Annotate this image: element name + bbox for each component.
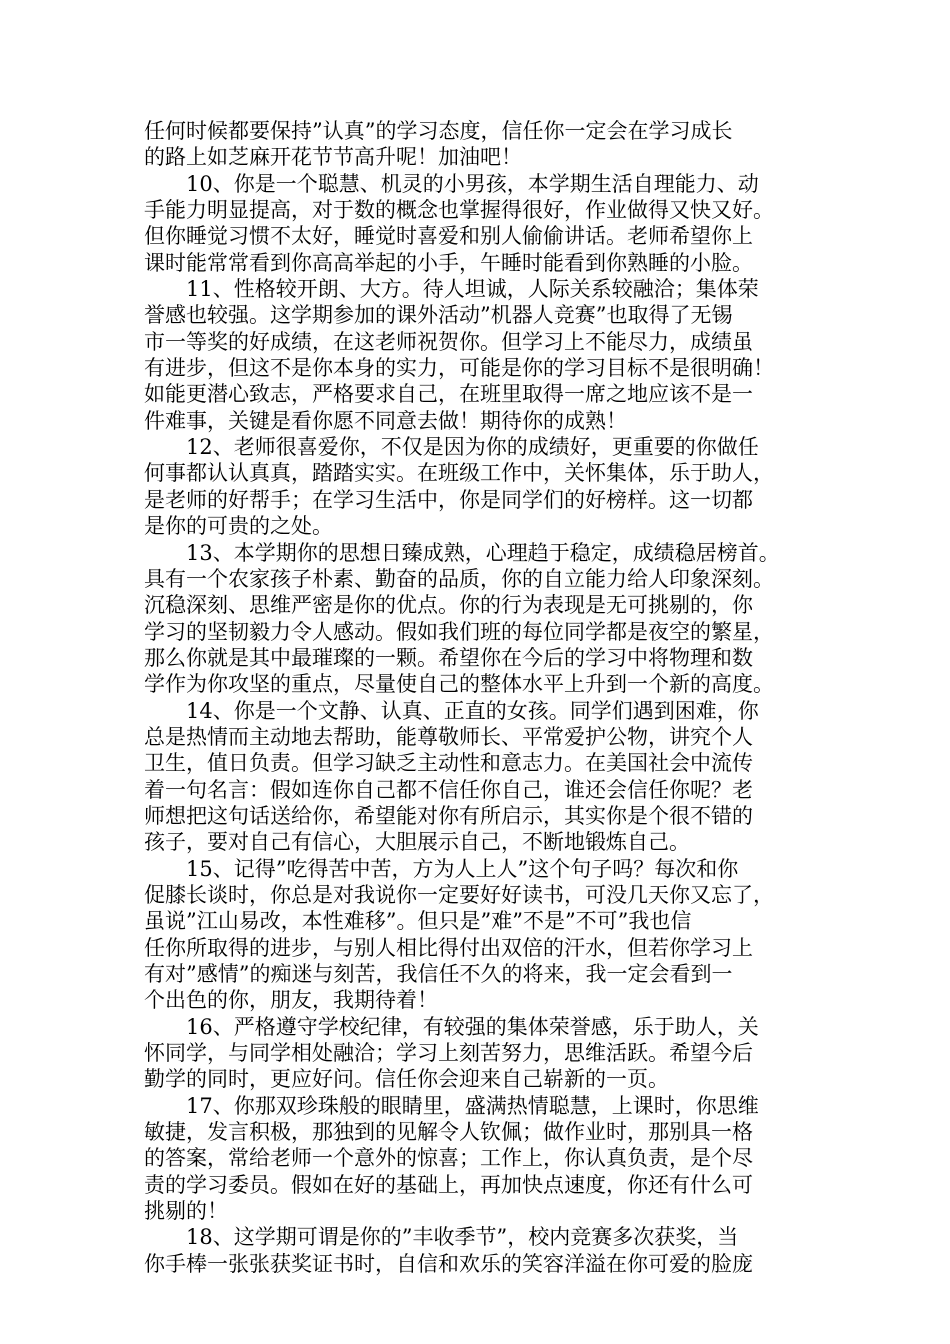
text-line: 11、性格较开朗、大方。待人坦诚，人际关系较融洽；集体荣: [186, 277, 759, 302]
text-line: 有对”感情”的痴迷与刻苦，我信任不久的将来，我一定会看到一: [144, 962, 733, 986]
text-line: 着一句名言：假如连你自己都不信任你自己，谁还会信任你呢？老: [144, 777, 753, 802]
text-line: 挑剔的！: [144, 1199, 228, 1224]
text-line: 13、本学期你的思想日臻成熟，心理趋于稳定，成绩稳居榜首。: [186, 540, 780, 565]
text-line: 师想把这句话送给你，希望能对你有所启示，其实你是个很不错的: [144, 803, 753, 828]
paragraph-comment-17: [144, 1093, 814, 1225]
text-line: 是你的可贵的之处。: [144, 514, 333, 539]
text-line: 14、你是一个文静、认真、正直的女孩。同学们遇到困难，你: [186, 698, 759, 723]
text-line: 17、你那双珍珠般的眼睛里，盛满热情聪慧，上课时，你思维: [186, 1093, 759, 1118]
paragraph-comment-13: [144, 540, 814, 698]
text-line: 的路上如芝麻开花节节高升呢！加油吧！: [144, 145, 522, 170]
text-line: 手能力明显提高，对于数的概念也掌握得很好，作业做得又快又好。: [144, 198, 774, 223]
text-line: 的答案，常给老师一个意外的惊喜；工作上，你认真负责，是个尽: [144, 1146, 753, 1171]
text-line: 有进步，但这不是你本身的实力，可能是你的学习目标不是很明确！: [144, 356, 774, 381]
text-line: 促膝长谈时，你总是对我说你一定要好好读书，可没几天你又忘了，: [144, 882, 774, 907]
paragraph-continuation: [144, 118, 814, 171]
text-line: 学作为你攻坚的重点，尽量使自己的整体水平上升到一个新的高度。: [144, 672, 774, 697]
text-line: 何事都认认真真，踏踏实实。在班级工作中，关怀集体，乐于助人，: [144, 461, 774, 486]
text-line: 10、你是一个聪慧、机灵的小男孩，本学期生活自理能力、动: [186, 171, 759, 196]
text-line: 18、这学期可谓是你的”丰收季节”，校内竞赛多次获奖，当: [186, 1225, 739, 1250]
text-line: 任你所取得的进步，与别人相比得付出双倍的汗水，但若你学习上: [144, 935, 753, 960]
text-line: 具有一个农家孩子朴素、勤奋的品质，你的自立能力给人印象深刻。: [144, 566, 774, 591]
paragraph-comment-12: [144, 434, 814, 539]
text-line: 誉感也较强。这学期参加的课外活动”机器人竞赛”也取得了无锡: [144, 303, 733, 328]
text-line: 那么你就是其中最璀璨的一颗。希望你在今后的学习中将物理和数: [144, 645, 753, 670]
text-line: 学习的坚韧毅力令人感动。假如我们班的每位同学都是夜空的繁星，: [144, 619, 774, 644]
paragraph-comment-11: [144, 276, 814, 434]
text-line: 敏捷，发言积极，那独到的见解令人钦佩；做作业时，那别具一格: [144, 1120, 753, 1145]
text-line: 卫生，值日负责。但学习缺乏主动性和意志力。在美国社会中流传: [144, 751, 753, 776]
text-line: 件难事，关键是看你愿不同意去做！期待你的成熟！: [144, 408, 627, 433]
paragraph-comment-15: [144, 856, 814, 1014]
text-line: 如能更潜心致志，严格要求自己，在班里取得一席之地应该不是一: [144, 382, 753, 407]
text-line: 12、老师很喜爱你，不仅是因为你的成绩好，更重要的你做任: [186, 435, 759, 460]
text-line: 是老师的好帮手；在学习生活中，你是同学们的好榜样。这一切都: [144, 487, 753, 512]
text-line: 但你睡觉习惯不太好，睡觉时喜爱和别人偷偷讲话。老师希望你上: [144, 224, 753, 249]
text-line: 总是热情而主动地去帮助，能尊敬师长、平常爱护公物，讲究个人: [144, 724, 753, 749]
paragraph-comment-10: [144, 171, 814, 276]
text-line: 16、严格遵守学校纪律，有较强的集体荣誉感，乐于助人，关: [186, 1014, 759, 1039]
text-line: 孩子，要对自己有信心，大胆展示自己，不断地锻炼自己。: [144, 830, 690, 855]
text-line: 15、记得”吃得苦中苦，方为人上人”这个句子吗？每次和你: [186, 856, 739, 881]
text-line: 怀同学，与同学相处融洽；学习上刻苦努力，思维活跃。希望今后: [144, 1041, 753, 1066]
text-line: 沉稳深刻、思维严密是你的优点。你的行为表现是无可挑剔的，你: [144, 593, 753, 618]
paragraph-comment-14: [144, 698, 814, 856]
text-line: 市一等奖的好成绩，在这老师祝贺你。但学习上不能尽力，成绩虽: [144, 329, 753, 354]
document-body: [144, 118, 814, 1277]
text-line: 责的学习委员。假如在好的基础上，再加快点速度，你还有什么可: [144, 1172, 753, 1197]
text-line: 你手棒一张张获奖证书时，自信和欢乐的笑容洋溢在你可爱的脸庞: [144, 1251, 753, 1276]
text-line: 课时能常常看到你高高举起的小手，午睡时能看到你熟睡的小脸。: [144, 250, 753, 275]
text-line: 任何时候都要保持”认真”的学习态度，信任你一定会在学习成长: [144, 119, 733, 143]
text-line: 虽说”江山易改，本性难移”。但只是”难”不是”不可”我也信: [144, 909, 692, 934]
text-line: 勤学的同时，更应好问。信任你会迎来自己崭新的一页。: [144, 1067, 669, 1092]
paragraph-comment-18: [144, 1224, 814, 1277]
paragraph-comment-16: [144, 1014, 814, 1093]
text-line: 个出色的你，朋友，我期待着！: [144, 988, 438, 1013]
